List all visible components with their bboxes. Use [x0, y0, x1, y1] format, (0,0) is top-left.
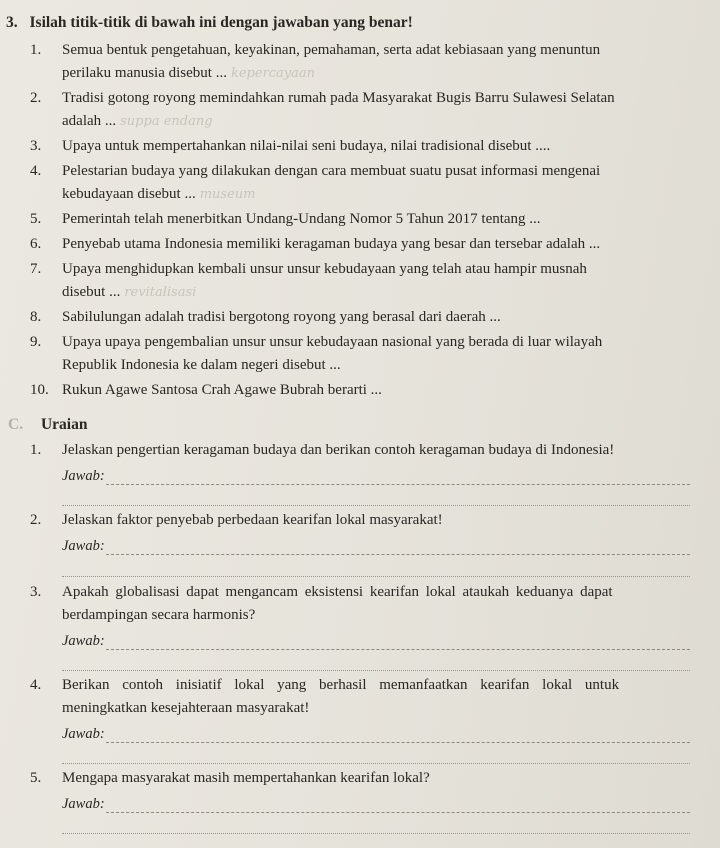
answer-label: Jawab: — [62, 538, 105, 554]
item-text: disebut ... — [62, 284, 121, 300]
answer-line[interactable] — [106, 649, 690, 650]
item-number: 3. — [30, 138, 42, 154]
item-text: perilaku manusia disebut ... — [62, 65, 227, 81]
handwritten-answer: museum — [199, 187, 256, 202]
item-text: Pelestarian budaya yang dilakukan dengan cara membuat suatu pusat informasi mengenai — [62, 163, 601, 179]
item-number: 2. — [30, 512, 42, 528]
item-number: 6. — [30, 236, 42, 252]
section-a-title: Isilah titik-titik di bawah ini dengan jawaban yang benar! — [29, 14, 413, 31]
item-number: 1. — [30, 42, 42, 58]
answer-line[interactable] — [62, 833, 690, 834]
item-number: 3. — [30, 584, 42, 600]
answer-line[interactable] — [62, 670, 690, 671]
handwritten-answer: kepercayaan — [230, 66, 316, 81]
item-text: Upaya untuk mempertahankan nilai-nilai seni budaya, nilai tradisional disebut .... — [62, 138, 551, 154]
item-text: Tradisi gotong royong memindahkan rumah pada Masyarakat Bugis Barru Sulawesi Selatan — [62, 90, 615, 106]
item-text: kebudayaan disebut ... — [62, 186, 196, 202]
answer-line[interactable] — [106, 484, 690, 485]
item-text: Sabilulungan adalah tradisi bergotong royong yang berasal dari daerah ... — [62, 309, 501, 325]
item-number: 1. — [30, 442, 42, 458]
item-text: Semua bentuk pengetahuan, keyakinan, pemahaman, serta adat kebiasaan yang menuntun — [62, 42, 601, 58]
item-number: 7. — [30, 261, 42, 277]
handwritten-answer: suppa endang — [120, 114, 213, 129]
item-text: Berikan contoh inisiatif lokal yang berhasil memanfaatkan kearifan lokal untuk — [62, 677, 620, 693]
item-text: berdampingan secara harmonis? — [62, 607, 256, 623]
item-text: Upaya upaya pengembalian unsur unsur kebudayaan nasional yang berada di luar wilayah — [62, 334, 603, 350]
item-text: Mengapa masyarakat masih mempertahankan kearifan lokal? — [62, 770, 430, 786]
item-text: Penyebab utama Indonesia memiliki keragaman budaya yang besar dan tersebar adalah ... — [62, 236, 601, 252]
answer-label: Jawab: — [62, 796, 105, 812]
answer-line[interactable] — [62, 576, 690, 577]
item-text: Jelaskan faktor penyebab perbedaan kearifan lokal masyarakat! — [62, 512, 443, 528]
section-c-title: Uraian — [40, 416, 88, 433]
item-number: 2. — [30, 90, 42, 106]
item-text: Pemerintah telah menerbitkan Undang-Undang Nomor 5 Tahun 2017 tentang ... — [62, 211, 541, 227]
answer-label: Jawab: — [62, 633, 105, 649]
item-number: 4. — [30, 163, 42, 179]
answer-label: Jawab: — [62, 726, 105, 742]
handwritten-answer: revitalisasi — [124, 285, 197, 300]
answer-line[interactable] — [62, 505, 690, 506]
item-number: 10. — [30, 382, 49, 398]
section-a-heading — [6, 14, 413, 32]
item-number: 5. — [30, 211, 42, 227]
item-text: Republik Indonesia ke dalam negeri disebut ... — [62, 357, 341, 373]
item-text: Upaya menghidupkan kembali unsur unsur kebudayaan yang telah atau hampir musnah — [62, 261, 587, 277]
item-text: Rukun Agawe Santosa Crah Agawe Bubrah berarti ... — [62, 382, 382, 398]
section-c-number: C. — [8, 416, 24, 433]
item-text: Apakah globalisasi dapat mengancam eksistensi kearifan lokal ataukah keduanya dapat — [62, 584, 613, 600]
item-text: meningkatkan kesejahteraan masyarakat! — [62, 700, 310, 716]
answer-line[interactable] — [106, 812, 690, 813]
answer-label: Jawab: — [62, 468, 105, 484]
section-c-heading — [8, 416, 87, 434]
item-text: Jelaskan pengertian keragaman budaya dan berikan contoh keragaman budaya di Indonesia! — [62, 442, 615, 458]
item-text: adalah ... — [62, 113, 117, 129]
answer-line[interactable] — [62, 763, 690, 764]
item-number: 5. — [30, 770, 42, 786]
item-number: 8. — [30, 309, 42, 325]
item-number: 4. — [30, 677, 42, 693]
answer-line[interactable] — [106, 742, 690, 743]
item-number: 9. — [30, 334, 42, 350]
section-a-number: 3. — [6, 14, 18, 31]
answer-line[interactable] — [106, 554, 690, 555]
